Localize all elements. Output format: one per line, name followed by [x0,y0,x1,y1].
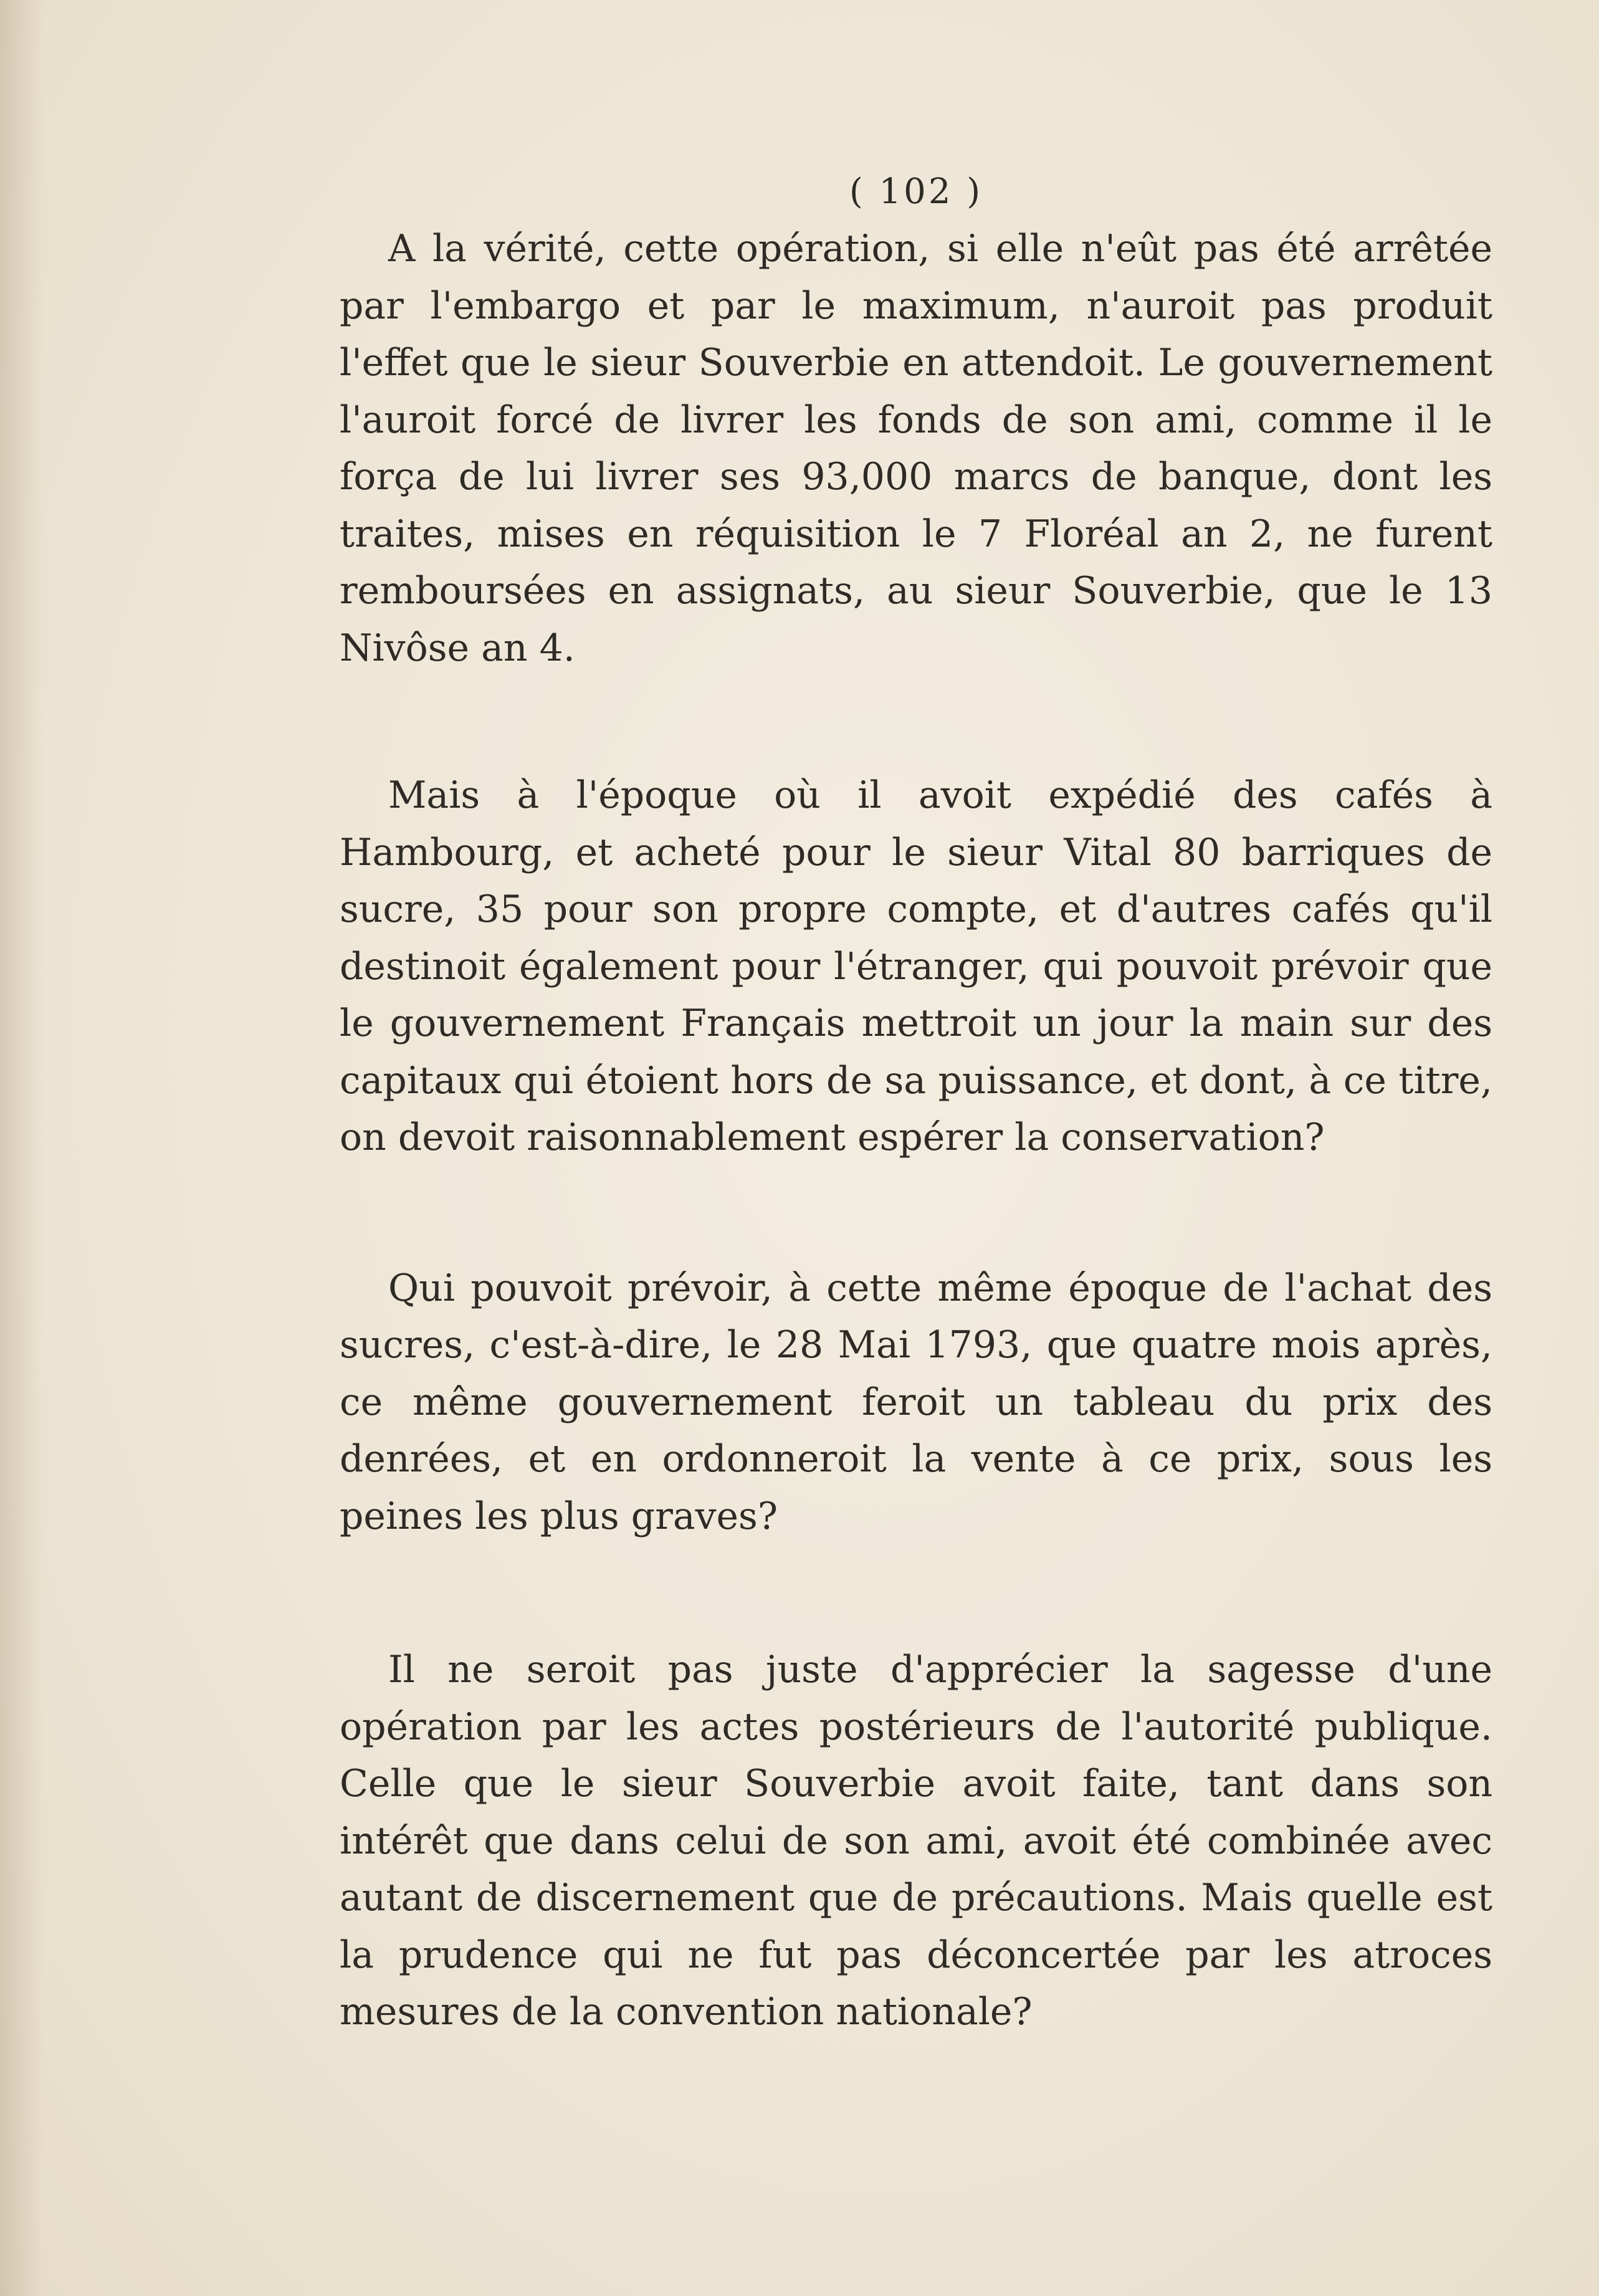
paragraph-3: Qui pouvoit prévoir, à cette même époque de l'achat des sucres, c'est-à-dire, le 28 Mai 1793, que quatre mois après, ce même gouvernement feroit un tableau du prix des denrées, et en ordonneroit la vente à ce prix, sous les peines les plus graves? [340,1266,1492,1538]
page-number: ( 102 ) [849,171,983,212]
page-edge-shadow [0,0,44,2296]
paragraph-4: Il ne seroit pas juste d'apprécier la sagesse d'une opération par les actes postérieurs de l'autorité publique. Celle que le sieur Souverbie avoit faite, tant dans son intérêt que dans celui de son ami, avoit été combinée avec autant de discernement que de précautions. Mais quelle est la prudence qui ne fut pas déconcertée par les atroces mesures de la convention nationale? [340,1648,1492,2034]
text-block [340,167,1492,2041]
paragraph-gap [340,1545,1492,1642]
paragraph-2: Mais à l'époque où il avoit expédié des cafés à Hambourg, et acheté pour le sieur Vital 80 barriques de sucre, 35 pour son propre compte, et d'autres cafés qu'il destinoit également pour l'étranger, qui pouvoit prévoir que le gouvernement Français mettroit un jour la main sur des capitaux qui étoient hors de sa puissance, et dont, à ce titre, on devoit raisonnablement espérer la conservation? [340,773,1492,1159]
paragraph-gap [340,1167,1492,1260]
paragraph-gap [340,677,1492,767]
paragraph-1: A la vérité, cette opération, si elle n'eût pas été arrêtée par l'embargo et par le maximum, n'auroit pas produit l'effet que le sieur Souverbie en attendoit. Le gouvernement l'auroit forcé de livrer les fonds de son ami, comme il le força de lui livrer ses 93,000 marcs de banque, dont les traites, mises en réquisition le 7 Floréal an 2, ne furent remboursées en assignats, au sieur Souverbie, que le 13 Nivôse an 4. [340,227,1492,670]
